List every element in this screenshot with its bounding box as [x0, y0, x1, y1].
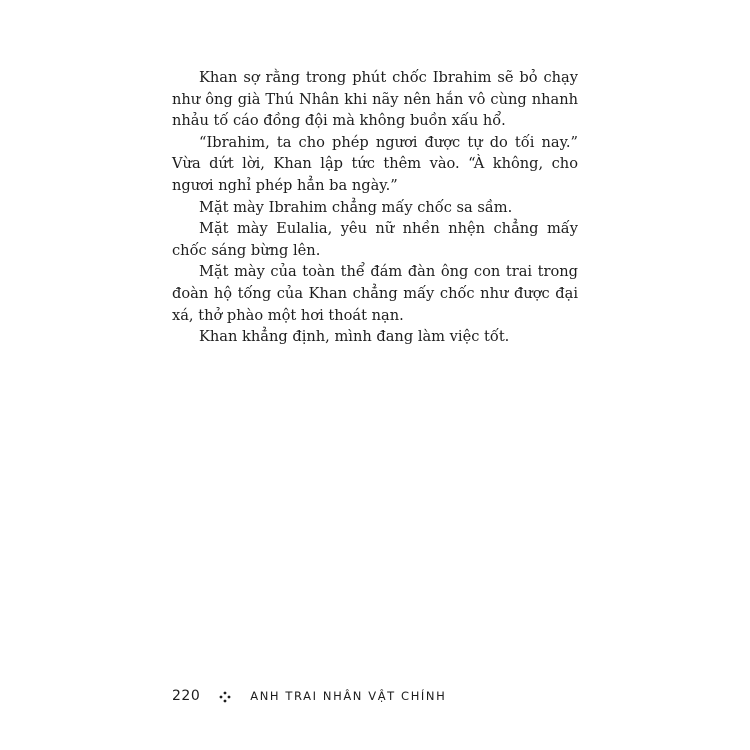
four-dot-diamond-ornament-icon — [218, 689, 232, 703]
paragraph: Khan sợ rằng trong phút chốc Ibrahim sẽ bỏ chạy như ông già Thú Nhân khi nãy nên hắn vô cùng nhanh nhảu tố cáo đồng đội mà không buồn xấu hổ. — [172, 69, 578, 130]
paragraph: Mặt mày Eulalia, yêu nữ nhền nhện chẳng mấy chốc sáng bừng lên. — [172, 220, 578, 259]
paragraph: “Ibrahim, ta cho phép ngươi được tự do tối nay.” Vừa dứt lời, Khan lập tức thêm vào. “À không, cho ngươi nghỉ phép hẳn ba ngày.” — [172, 133, 578, 194]
paragraph: Mặt mày của toàn thể đám đàn ông con trai trong đoàn hộ tống của Khan chẳng mấy chốc như được đại xá, thở phào một hơi thoát nạn. — [172, 263, 578, 324]
running-title: ANH TRAI NHÂN VẬT CHÍNH — [250, 689, 447, 703]
paragraph: Mặt mày Ibrahim chẳng mấy chốc sa sầm. — [199, 198, 513, 216]
paragraph: Khan khẳng định, mình đang làm việc tốt. — [199, 328, 510, 346]
page-number: 220 — [172, 688, 201, 704]
page-footer — [172, 686, 446, 706]
body-text — [172, 67, 578, 348]
